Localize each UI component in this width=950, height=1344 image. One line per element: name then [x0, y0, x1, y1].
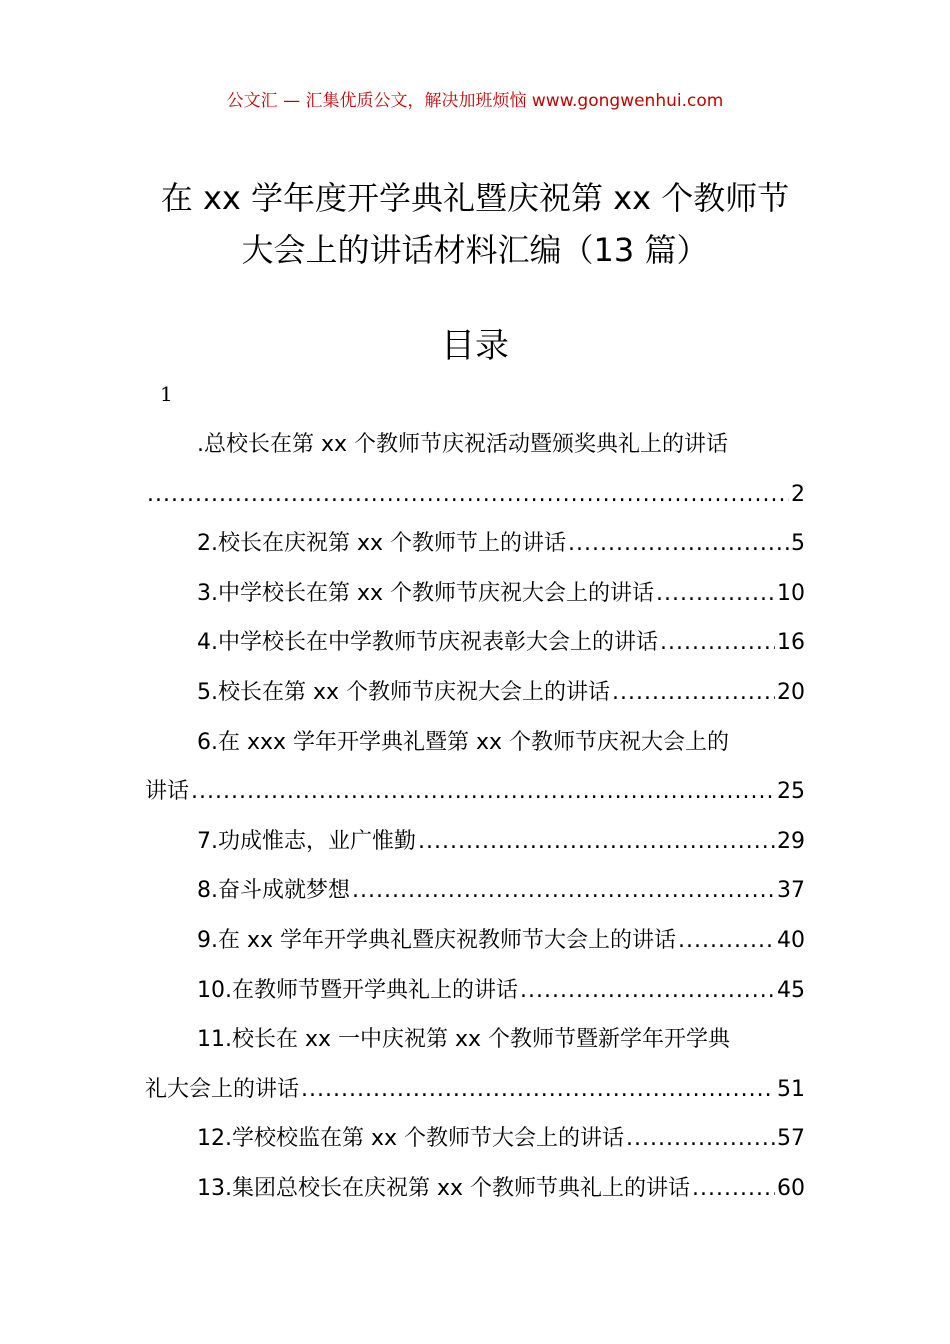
toc-entry-title: 礼大会上的讲话 — [145, 1076, 300, 1102]
page-number: 1 — [160, 382, 173, 406]
toc-entry-title: 2.校长在庆祝第 xx 个教师节上的讲话 — [197, 531, 567, 557]
toc-entry-title: 3.中学校长在第 xx 个教师节庆祝大会上的讲话 — [197, 580, 655, 606]
toc-entry[interactable] — [145, 718, 805, 817]
toc-entry-title: 12.学校校监在第 xx 个教师节大会上的讲话 — [197, 1126, 625, 1152]
toc-page-number: 16 — [777, 630, 805, 656]
toc-entry-title: 8.奋斗成就梦想 — [197, 878, 350, 904]
toc-leader-dots — [692, 1164, 775, 1214]
toc-leader-dots — [191, 767, 775, 817]
toc-leader-dots — [418, 817, 775, 867]
toc-entry[interactable] — [145, 668, 805, 718]
toc-page-number: 5 — [791, 531, 805, 557]
toc-leader-dots — [301, 1065, 775, 1115]
table-of-contents — [145, 420, 805, 1214]
toc-leader-dots — [656, 569, 775, 619]
toc-leader-dots — [352, 866, 775, 916]
toc-entry-title: 9.在 xx 学年开学典礼暨庆祝教师节大会上的讲话 — [197, 927, 677, 953]
toc-entry[interactable] — [145, 618, 805, 668]
toc-leader-dots — [147, 470, 789, 520]
toc-page-number: 20 — [777, 679, 805, 705]
toc-entry[interactable] — [145, 420, 805, 519]
toc-page-number: 45 — [777, 977, 805, 1003]
toc-entry-title: 讲话 — [145, 779, 190, 805]
document-title — [0, 172, 950, 276]
toc-entry[interactable] — [145, 966, 805, 1016]
toc-entry-title: .总校长在第 xx 个教师节庆祝活动暨颁奖典礼上的讲话 — [197, 432, 729, 457]
toc-entry[interactable] — [145, 569, 805, 619]
toc-entry[interactable] — [145, 916, 805, 966]
toc-leader-dots — [568, 519, 789, 569]
title-line-2: 大会上的讲话材料汇编（13 篇） — [241, 231, 709, 269]
toc-leader-dots — [626, 1114, 775, 1164]
toc-entry-title: 5.校长在第 xx 个教师节庆祝大会上的讲话 — [197, 679, 611, 705]
toc-heading: 目录 — [441, 326, 509, 366]
toc-page-number: 60 — [777, 1175, 805, 1201]
toc-entry[interactable] — [145, 519, 805, 569]
toc-page-number: 57 — [777, 1126, 805, 1152]
toc-leader-dots — [678, 916, 775, 966]
toc-leader-dots — [660, 618, 775, 668]
toc-entry[interactable] — [145, 1015, 805, 1114]
toc-page-number: 40 — [777, 927, 805, 953]
toc-page-number: 51 — [777, 1076, 805, 1102]
toc-leader-dots — [612, 668, 775, 718]
toc-entry-title: 13.集团总校长在庆祝第 xx 个教师节典礼上的讲话 — [197, 1175, 691, 1201]
toc-entry-title: 6.在 xxx 学年开学典礼暨第 xx 个教师节庆祝大会上的 — [197, 729, 730, 755]
toc-entry[interactable] — [145, 866, 805, 916]
toc-entry[interactable] — [145, 817, 805, 867]
toc-page-number: 37 — [777, 878, 805, 904]
toc-page-number: 25 — [777, 779, 805, 805]
toc-page-number: 29 — [777, 828, 805, 854]
toc-page-number: 2 — [791, 481, 805, 507]
site-header: 公文汇 — 汇集优质公文，解决加班烦恼 www.gongwenhui.com — [226, 91, 724, 111]
toc-page-number: 10 — [777, 580, 805, 606]
toc-entry-title: 4.中学校长在中学教师节庆祝表彰大会上的讲话 — [197, 630, 658, 656]
toc-entry[interactable] — [145, 1114, 805, 1164]
toc-entry-title: 7.功成惟志，业广惟勤 — [197, 828, 416, 854]
title-line-1: 在 xx 学年度开学典礼暨庆祝第 xx 个教师节 — [160, 179, 790, 217]
toc-entry[interactable] — [145, 1164, 805, 1214]
toc-entry-title: 11.校长在 xx 一中庆祝第 xx 个教师节暨新学年开学典 — [197, 1027, 731, 1053]
toc-leader-dots — [520, 966, 775, 1016]
toc-entry-title: 10.在教师节暨开学典礼上的讲话 — [197, 977, 518, 1003]
